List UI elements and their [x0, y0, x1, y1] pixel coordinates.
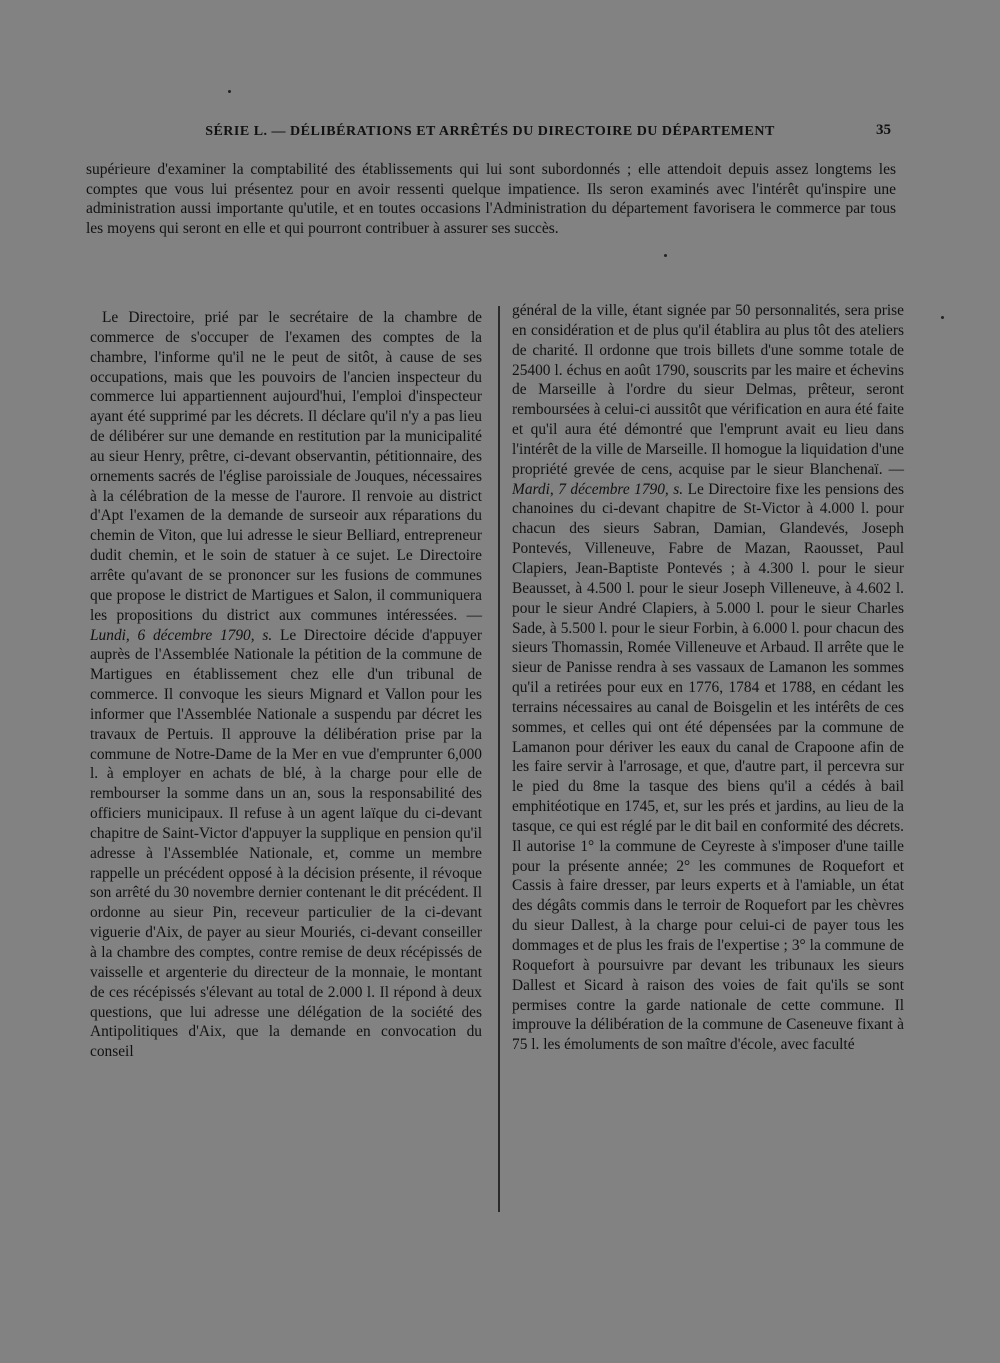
left-column-text-1: Le Directoire, prié par le secrétaire de la chambre de commerce de s'occuper de l'examen des comptes de la chambre, l'informe qu'il ne le peut de sitôt, à cause de ses occupations, mais que les pouvoirs de l'ancien inspecteur du commerce lui appartiennent aujourd'hui, l'emploi d'inspecteur ayant été supprimé par les décrets. Il déclare qu'il n'y a pas lieu de délibérer sur une demande en restitution par la municipalité au sieur Henry, prêtre, ci-devant observantin, pétitionnaire, des ornements sacrés de l'église paroissiale de Jouques, nécessaires à la célébration de la messe de l'aurore. Il renvoie au district d'Apt l'examen de la demande de surseoir aux réparations du chemin de Viton, que lui adresse le sieur Belliard, entrepreneur dudit chemin, et le soin de statuer à ce sujet. Le Directoire arrête qu'avant de se prononcer sur les fusions de communes que propose le district de Martigues et Salon, il communiquera les propositions du district aux communes intéressées. —	[90, 309, 482, 624]
running-header: SÉRIE L. — DÉLIBÉRATIONS ET ARRÊTÉS DU DIRECTOIRE DU DÉPARTEMENT	[205, 124, 775, 139]
date-lundi: Lundi, 6 décembre 1790, s.	[90, 626, 273, 644]
column-divider	[498, 306, 500, 1212]
right-column	[512, 301, 904, 1055]
intro-paragraph: supérieure d'examiner la comptabilité des établissements qui lui sont subordonnés ; elle attendoit depuis assez longtems les comptes que vous lui présentez pour en avoir ressenti quelque impatience. Ils seron examinés avec l'intérêt qu'inspire une administration aussi importante qu'utile, et en toutes occasions l'Administration du département favorisera le commerce par tous les moyens qui seront en elle et qui pourront contribuer à assurer ses succès.	[86, 161, 896, 237]
right-column-text-1: général de la ville, étant signée par 50 personnalités, sera prise en considération et de plus qu'il établira au plus tôt des ateliers de charité. Il ordonne que trois billets d'une somme totale de 25400 l. échus en août 1790, souscrits par les maire et échevins de Marseille à l'ordre du sieur Delmas, prêteur, seront remboursées à celui-ci aussitôt que vérification en aura été faite et qu'il aura été démontré que l'emprunt avait eu lieu dans l'intérêt de la ville de Marseille. Il homogue la liquidation d'une propriété grevée de cens, acquise par le sieur Blanchenaï. —	[512, 302, 904, 478]
left-column	[90, 308, 482, 1062]
date-mardi: Mardi, 7 décembre 1790, s.	[512, 480, 684, 498]
right-column-text-2: Le Directoire fixe les pensions des chanoines du ci-devant chapitre de St-Victor à 4.000 l. pour chacun des sieurs Sabran, Damian, Glandevés, Joseph Pontevés, Villeneuve, Fabre de Mazan, Raousset, Paul Clapiers, Jean-Baptiste Pontevés ; à 4.300 l. pour le sieur Beausset, à 4.500 l. pour le sieur Joseph Villeneuve, à 4.602 l. pour le sieur André Clapiers, à 5.000 l. pour le sieur Charles Sade, à 5.500 l. pour le sieur Forbin, à 6.000 l. pour chacun des sieurs Thomassin, Romée Villeneuve et Arbaud. Il arrête que le sieur de Panisse rendra à ses vassaux de Lamanon les sommes qu'il a retirées pour eux en 1776, 1784 et 1788, en cédant les terrains nécessaires au canal de Boisgelin et les intérêts de ces sommes, et celles qui ont été dépensées par la commune de Lamanon pour dériver les eaux du canal de Crapoone afin de les faire servir à l'arrosage, et que, d'autre part, il percevra sur le pied du 8me la tasque des biens qu'il a cédés à bail emphitéotique en 1745, et, sur les prés et jardins, au lieu de la tasque, ce qui est réglé par le dit bail en conformité des décrets. Il autorise 1° la commune de Ceyreste à s'imposer d'une taille pour la présente année; 2° les communes de Roquefort et Cassis à faire dresser, par leurs experts et à l'amiable, un état des dégâts commis dans le terroir de Roquefort par les chèvres du sieur Dallest, à la charge pour celui-ci de payer tous les dommages et de plus les frais de l'expertise ; 3° la commune de Roquefort à poursuivre par devant les tribunaux les sieurs Dallest et Sicard à raison des voies de fait qu'ils se sont permises contre la garde nationale de cette commune. Il improuve la délibération de la commune de Caseneuve fixant à 75 l. les émoluments de son maître d'école, avec faculté	[512, 480, 904, 1054]
scan-speck	[664, 254, 667, 257]
scan-speck	[941, 316, 944, 319]
left-column-text-2: Le Directoire décide d'appuyer auprès de l'Assemblée Nationale la pétition de la commune de Martigues en établissement chez elle d'un tribunal de commerce. Il convoque les sieurs Mignard et Vallon pour les informer que l'Assemblée Nationale a suspendu par décret les travaux de Pertuis. Il approuve la délibération prise par la commune de Notre-Dame de la Mer en vue d'emprunter 6,000 l. à employer en achats de blé, à la charge pour elle de rembourser la somme dans un an, sous la responsabilité des officiers municipaux. Il refuse à un agent laïque du ci-devant chapitre de Saint-Victor d'appuyer la supplique en pension qu'il adresse à l'Assemblée Nationale, et, comme un membre rappelle un précédent opposé à la décision présente, il révoque son arrêté du 30 novembre dernier contenant le dit précédent. Il ordonne au sieur Pin, receveur particulier de la ci-devant viguerie d'Aix, de payer au sieur Mouriés, ci-devant conseiller à la chambre des comptes, contre remise de deux récépissés de vaisselle et argenterie du directeur de la monnaie, le montant de ces récépissés s'élevant au total de 2.000 l. Il répond à deux questions, que lui adresse une délégation de la société des Antipolitiques d'Aix, que la demande en convocation du conseil	[90, 626, 482, 1061]
page-number: 35	[876, 122, 891, 138]
scan-speck	[228, 90, 231, 93]
